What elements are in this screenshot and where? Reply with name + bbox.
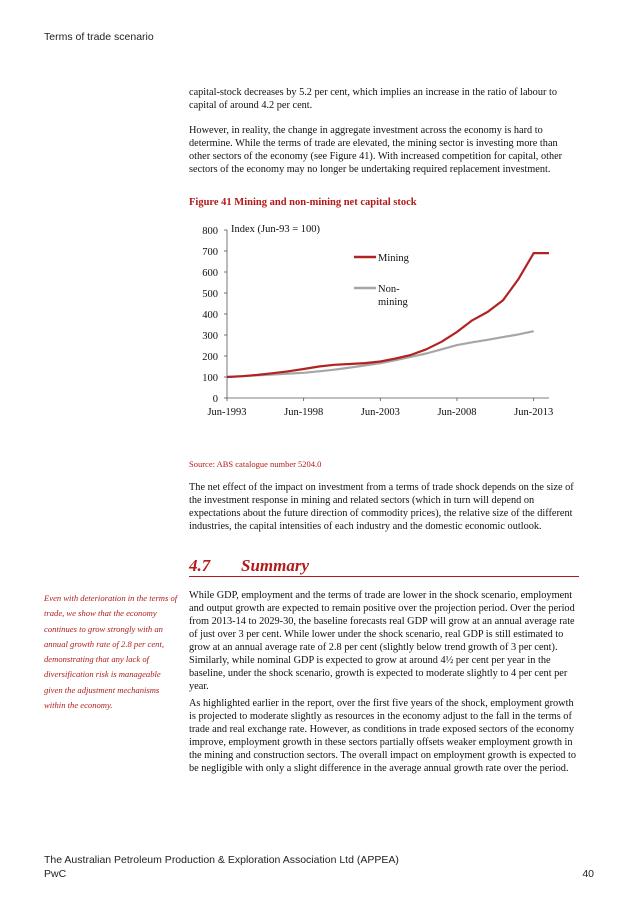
y-tick-label: 700 — [202, 247, 218, 258]
section-number: 4.7 — [189, 556, 211, 575]
y-tick-label: 500 — [202, 289, 218, 300]
series-line-mining — [227, 253, 549, 377]
section-heading — [189, 556, 309, 576]
y-tick-label: 800 — [202, 226, 218, 237]
figure-title: Figure 41 Mining and non-mining net capital stock — [189, 197, 417, 208]
paragraph-summary-growth — [189, 589, 579, 693]
paragraph-text: The net effect of the impact on investment from a terms of trade shock depends on the size of the investment response in mining and related sectors (which in turn will depend on expectations about the future direction of commodity prices), the relative size of the different industries, the capital intensities of each industry and the domestic economic outlook. — [189, 482, 574, 532]
capital-stock-line-chart — [189, 216, 589, 456]
legend-label-mining: Mining — [378, 253, 409, 264]
paragraph-text: While GDP, employment and the terms of trade are lower in the shock scenario, employment and output growth are expected to remain positive over the projection period. Over the period from 2013-14 to 2029-30, the baseline forecasts real GDP will grow at an annual average rate of just over 3 per cent. While lower under the shock scenario, real GDP is still estimated to grow at an annual average rate of 2.8 per cent (slightly below trend growth of 3 per cent). Similarly, while nominal GDP is expected to grow at around 4½ per cent per year in the baseline, under the shock scenario, growth is expected to moderate slightly to 4 per cent per year. — [189, 590, 575, 692]
paragraph-aggregate-investment — [189, 124, 579, 176]
legend-label-non-mining: Non-mining — [378, 284, 408, 308]
page-header: Terms of trade scenario — [44, 31, 154, 43]
footer-organisation: The Australian Petroleum Production & Exploration Association Ltd (APPEA) — [44, 854, 399, 866]
y-tick-label: 200 — [202, 352, 218, 363]
paragraph-text: As highlighted earlier in the report, over the first five years of the shock, employment growth is projected to moderate slightly as resources in the economy adjust to the fall in the terms of trade and real exchange rate. However, as conditions in trade exposed sectors of the economy improve, employment growth in these sectors partially offsets weaker employment growth in the mining and construction sectors. The overall impact on employment growth is expected to be negligible with only a slight difference in the average annual growth rate over the period. — [189, 698, 576, 774]
y-tick-label: 600 — [202, 268, 218, 279]
x-tick-label: Jun-2003 — [360, 407, 400, 418]
y-tick-label: 300 — [202, 331, 218, 342]
section-divider — [189, 576, 579, 577]
footer-firm: PwC — [44, 868, 67, 880]
sidebar-pull-quote: Even with deterioration in the terms of trade, we show that the economy continues to grow strongly with an annual growth rate of 2.8 per cent, demonstrating that any lack of diversification risk is manageable given the adjustment mechanisms within the economy. — [44, 593, 178, 711]
section-title: Summary — [241, 556, 310, 575]
series-line-non-mining — [227, 331, 534, 377]
figure-source: Source: ABS catalogue number 5204.0 — [189, 459, 322, 469]
x-tick-label: Jun-1998 — [284, 407, 324, 418]
x-tick-label: Jun-1993 — [207, 407, 247, 418]
page-number: 40 — [582, 868, 594, 880]
y-tick-label: 0 — [212, 394, 218, 405]
x-tick-label: Jun-2013 — [514, 407, 554, 418]
y-tick-label: 400 — [202, 310, 218, 321]
paragraph-net-effect — [189, 481, 579, 533]
paragraph-text: However, in reality, the change in aggregate investment across the economy is hard to determine. While the terms of trade are elevated, the mining sector is investing more than other sectors of the economy (see Figure 41). With increased competition for capital, other sectors of the economy may no longer be undertaking required replacement investment. — [189, 125, 563, 175]
y-tick-label: 100 — [202, 373, 218, 384]
paragraph-capital-stock — [189, 86, 579, 112]
paragraph-summary-employment — [189, 697, 579, 775]
y-axis-label: Index (Jun-93 = 100) — [231, 224, 321, 235]
x-tick-label: Jun-2008 — [437, 407, 477, 418]
paragraph-text: capital-stock decreases by 5.2 per cent, which implies an increase in the ratio of labour to capital of around 4.2 per cent. — [189, 87, 557, 111]
